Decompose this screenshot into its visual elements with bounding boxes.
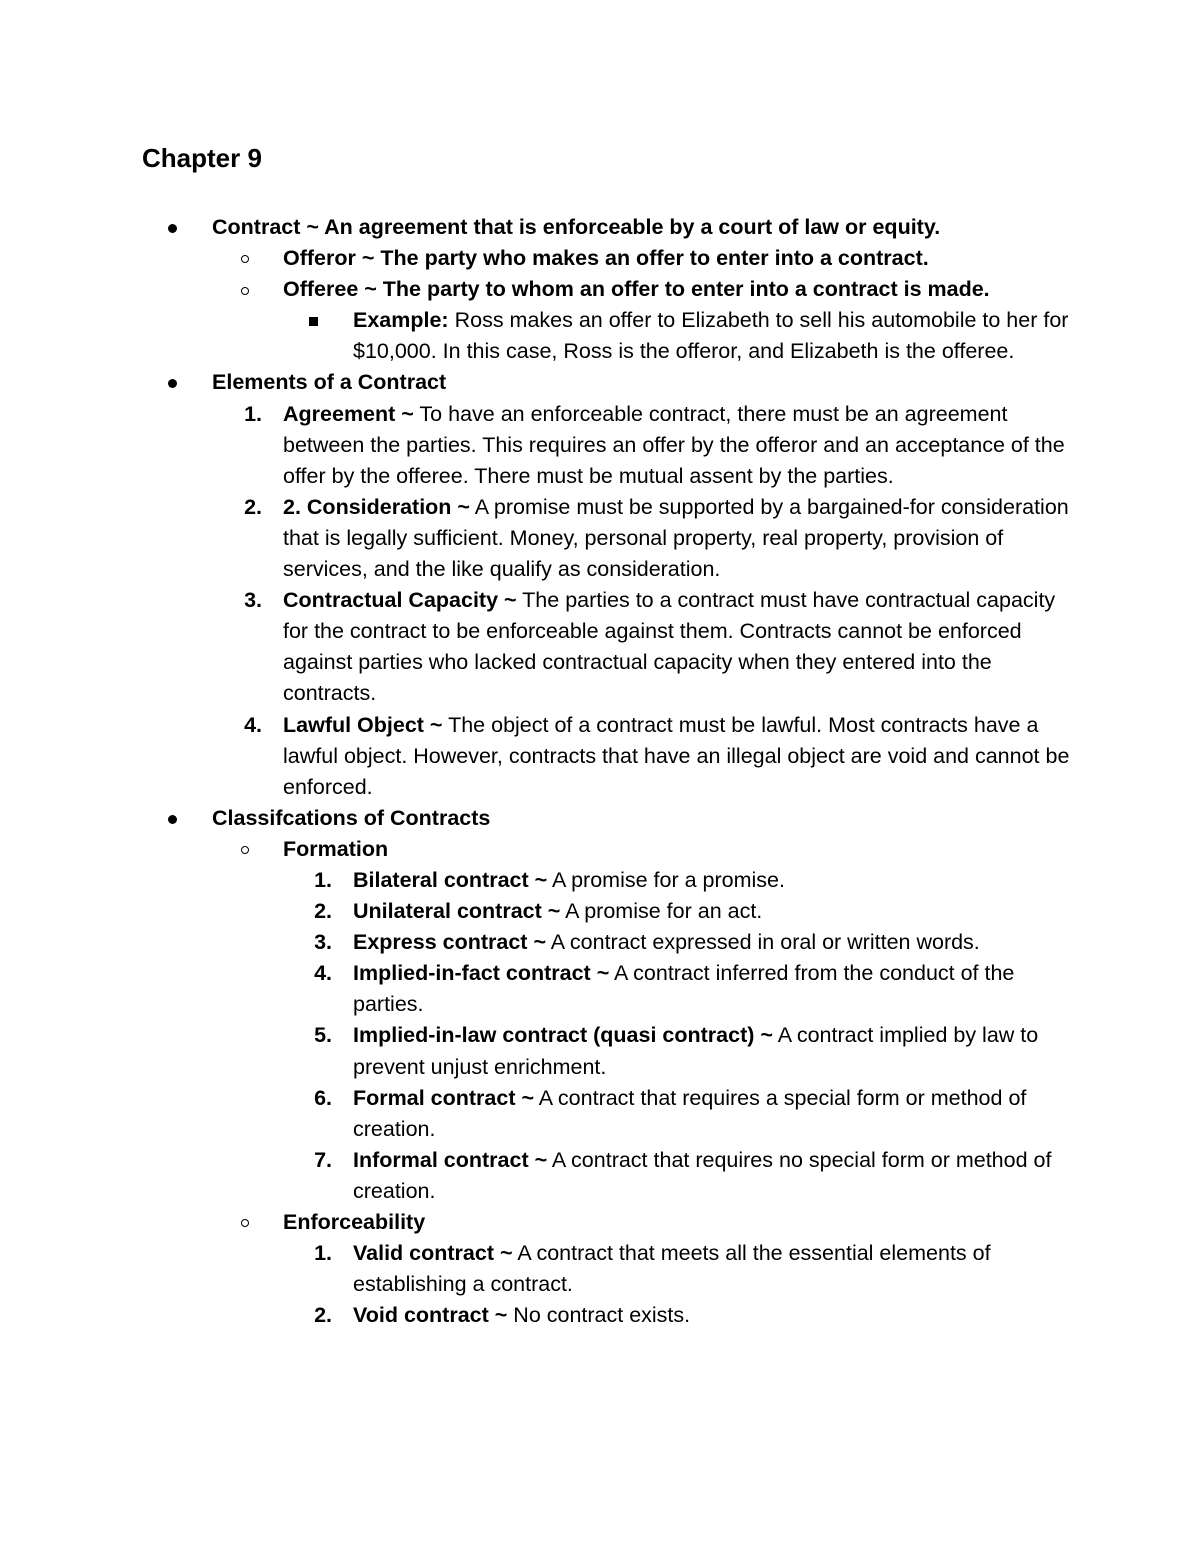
numbered-list-item [0,1145,1200,1207]
list-number: 1. [244,401,262,426]
item-description: A contract that requires a special form or method of creation. [353,1085,1027,1141]
list-item-text [353,1020,1073,1082]
bullet-icon [150,212,192,243]
numbered-list-item [0,1300,1200,1331]
list-item-text [353,1300,1073,1331]
notes-body [0,212,1200,1331]
list-number: 2. [314,899,332,924]
numbered-list-item [0,492,1200,585]
item-description: A contract implied by law to prevent unjust enrichment. [353,1023,1039,1079]
numbered-list-item [0,865,1200,896]
item-term: Void contract ~ [353,1303,508,1328]
hollow-bullet-icon [220,243,262,274]
list-number: 4. [314,961,332,986]
item-description: The object of a contract must be lawful. Most contracts have a lawful object. However, contracts that have an illegal object are void and cannot be enforced. [283,712,1070,799]
elements-heading: Elements of a Contract [212,370,447,395]
example-text [353,305,1073,367]
example-label: Example: [353,308,449,333]
list-number: 7. [314,1147,332,1172]
item-description: No contract exists. [507,1303,691,1328]
list-item-text [353,927,1073,958]
list-number: 2. [244,494,262,519]
list-number: 4. [244,712,262,737]
hollow-bullet-icon [220,1207,262,1238]
list-item-elements [0,367,1200,398]
numbered-list-item [0,710,1200,803]
numbered-list-item [0,927,1200,958]
contract-definition: Contract ~ An agreement that is enforceable by a court of law or equity. [212,215,941,239]
list-item-text [353,958,1073,1020]
item-description: A promise for a promise. [547,867,785,892]
formation-heading: Formation [283,836,389,861]
item-term: Agreement ~ [283,401,414,426]
list-number: 3. [314,930,332,955]
list-number: 5. [314,1023,332,1048]
item-term: Contractual Capacity ~ [283,588,517,613]
item-term: Bilateral contract ~ [353,867,548,892]
list-item-enforceability [0,1207,1200,1238]
enforceability-list [0,1238,1200,1331]
hollow-bullet-icon [220,274,262,305]
list-number: 2. [314,1303,332,1328]
list-item-text [353,1083,1073,1145]
item-description: To have an enforceable contract, there must be an agreement between the parties. This requires an offer by the offeror and an acceptance of the offer by the offeree. There must be mutual assent by the parties. [283,401,1065,488]
classifications-heading: Classifcations of Contracts [212,805,491,830]
list-item-example [0,305,1200,367]
item-description: A contract expressed in oral or written words. [546,930,980,955]
numbered-list-item [0,399,1200,492]
bullet-icon [150,367,192,398]
numbered-list-item [0,1238,1200,1300]
numbered-list-item [0,1083,1200,1145]
item-description: A promise must be supported by a bargained-for consideration that is legally sufficient. Money, personal property, real property, provision of services, and the like qualify as consideration. [283,494,1069,582]
enforceability-heading: Enforceability [283,1210,426,1234]
list-item-text [283,585,1073,709]
list-number: 3. [244,588,262,613]
bullet-icon [150,803,192,834]
numbered-list-item [0,585,1200,709]
item-term: Formal contract ~ [353,1085,535,1110]
item-term: 2. Consideration ~ [283,494,470,519]
item-term: Express contract ~ [353,930,546,955]
item-term: Informal contract ~ [353,1147,548,1172]
list-number: 1. [314,867,332,892]
list-number: 6. [314,1085,332,1110]
numbered-list-item [0,896,1200,927]
hollow-bullet-icon [220,834,262,865]
item-term: Lawful Object ~ [283,712,443,737]
list-item-text [283,492,1073,585]
offeree-definition: Offeree ~ The party to whom an offer to enter into a contract is made. [283,277,990,302]
list-item-offeror [0,243,1200,274]
list-item-offeree [0,274,1200,305]
list-item-text [353,865,1073,896]
list-item-contract [0,212,1200,243]
list-item-text [283,710,1073,803]
item-description: A contract that requires no special form or method of creation. [353,1147,1052,1203]
example-body: Ross makes an offer to Elizabeth to sell his automobile to her for $10,000. In this case, Ross is the offeror, and Elizabeth is the offeree. [353,308,1069,364]
list-item-text [283,399,1073,492]
list-item-text [353,1238,1073,1300]
numbered-list-item [0,958,1200,1020]
item-term: Implied-in-law contract (quasi contract) ~ [353,1023,773,1048]
item-term: Unilateral contract ~ [353,899,561,924]
item-term: Valid contract ~ [353,1241,513,1266]
item-description: A contract inferred from the conduct of the parties. [353,961,1015,1017]
numbered-list-item [0,1020,1200,1082]
item-term: Implied-in-fact contract ~ [353,961,610,986]
list-number: 1. [314,1241,332,1266]
elements-list [0,399,1200,803]
formation-list [0,865,1200,1207]
item-description: A promise for an act. [560,899,763,924]
list-item-classifications [0,803,1200,834]
item-description: The parties to a contract must have contractual capacity for the contract to be enforceable against them. Contracts cannot be enforced against parties who lacked contractual capacity when they entered into the contracts. [283,588,1056,706]
list-item-text [353,1145,1073,1207]
list-item-text [353,896,1073,927]
offeror-definition: Offeror ~ The party who makes an offer to enter into a contract. [283,246,929,271]
list-item-formation [0,834,1200,865]
item-description: A contract that meets all the essential elements of establishing a contract. [353,1241,991,1297]
square-bullet-icon [290,305,332,336]
page-title: Chapter 9 [142,143,262,173]
